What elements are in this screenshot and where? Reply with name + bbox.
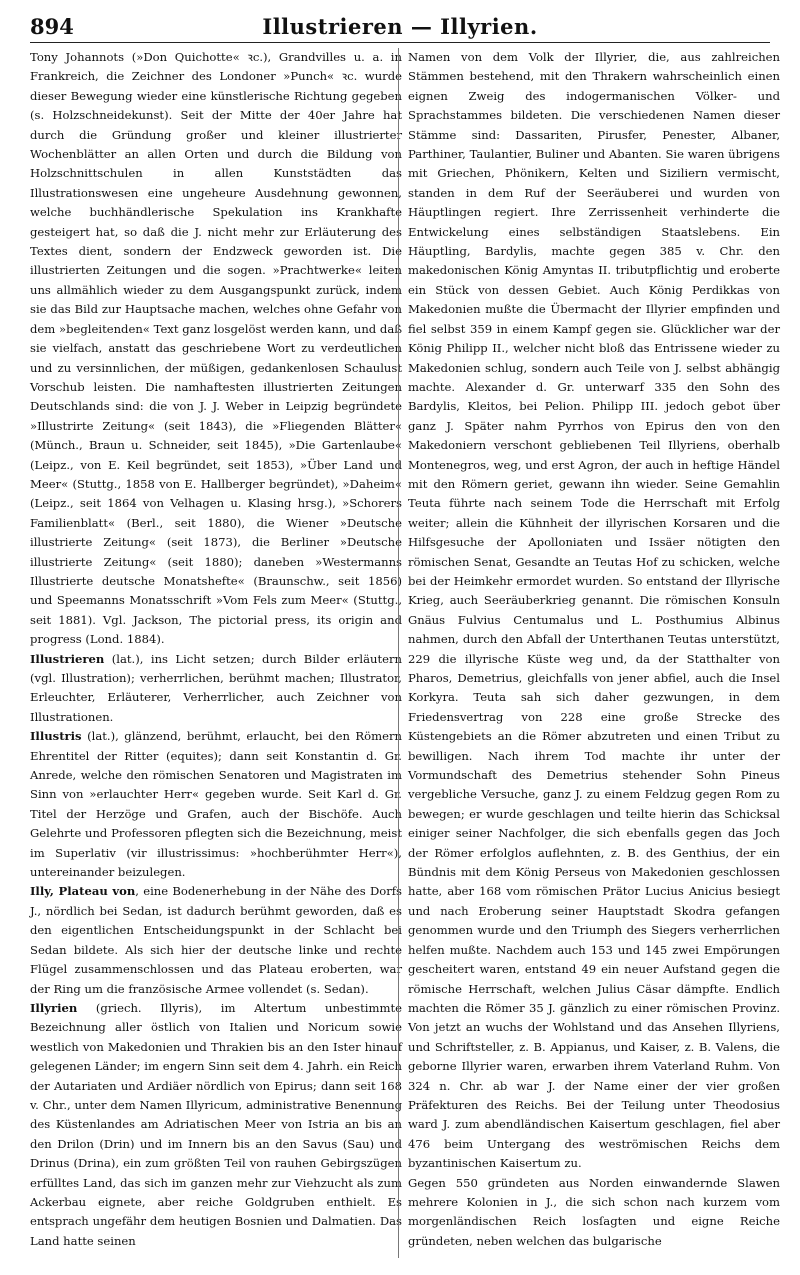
paragraph-text: Namen von dem Volk der Illyrier, die, aus zahlreichen Stämmen bestehend, mit den Thrakern wahrscheinlich einen eignen Zweig des indogermanischen Völker- und Sprachstammes bildeten. Die verschiedenen Namen dieser Stämme sind: Dassariten, Pirusfer, Penester, Albaner, Parthiner, Taulantier, Buliner und Abanten. Sie waren übrigens mit Griechen, Phönikern, Kelten und Siziliern vermischt, standen in dem Ruf der Seeräuberei und wurden von Häuptlingen regiert. Ihre Zerrissenheit verhinderte die Entwickelung eines selbständigen Staatslebens. Ein Häuptling, Bardylis, machte gegen 385 v. Chr. den makedonischen König Amyntas II. tributpflichtig und eroberte ein Stück von dessen Gebiet. Auch König Perdikkas von Makedonien mußte die Übermacht der Illyrier empfinden und fiel selbst 359 in einem Kampf gegen sie. Glücklicher war der König Philipp II., welcher nicht bloß das Entrissene wieder zu Makedonien schlug, sondern auch Teile von J. selbst abhängig machte. Alexander d. Gr. unterwarf 335 den Sohn des Bardylis, Kleitos, bei Pelion. Philipp III. jedoch gebot über ganz J. Später nahm Pyrrhos von Epirus den von den Makedoniern verschont gebliebenen Teil Illyriens, oberhalb Montenegros, weg, und erst Agron, der auch in heftige Händel mit den Römern geriet, gewann ihn wieder. Seine Gemahlin Teuta führte nach seinem Tode die Herrschaft mit Erfolg weiter; allein die Kühnheit der illyrischen Korsaren und die Hilfsgesuche der Apolloniaten und Issäer nötigten den römischen Senat, Gesandte an Teutas Hof zu schicken, welche bei der Heimkehr ermordet wurden. So entstand der Illyrische Krieg, auch Seeräuberkrieg genannt. Die römischen Konsuln Gnäus Fulvius Centumalus und L. Posthumius Albinus nahmen, durch den Abfall der Unterthanen Teutas unterstützt, 229 die illyrische Küste weg und, da der Statthalter von Pharos, Demetrius, gleichfalls von jener abfiel, auch die Insel Korkyra. Teuta sah sich daher gezwungen, in dem Friedensvertrag von 228 eine große Strecke des Küstengebiets an die Römer abzutreten und einen Tribut zu bewilligen. Nach ihrem Tod machte ihr unter der Vormundschaft des Demetrius stehender Sohn Pineus vergebliche Versuche, ganz J. zu einem Feldzug gegen Rom zu bewegen; er wurde geschlagen und teilte hierin das Schicksal einiger seiner Nachfolger, die sich ebenfalls gegen das Joch der Römer erfolglos auflehnten, z. B. des Genthius, der ein Bündnis mit dem König Perseus von Makedonien geschlossen hatte, aber 168 vom römischen Prätor Lucius Anicius besiegt und nach Eroberung seiner Hauptstadt Skodra gefangen genommen wurde und den Triumph des Siegers verherrlichen helfen mußte. Nachdem auch 153 und 145 zwei Empörungen gescheitert waren, entstand 49 ein neuer Aufstand gegen die römische Herrschaft, welchen Julius Cäsar dämpfte. Endlich machten die Römer 35 J. gänzlich zu einer römischen Provinz. Von jetzt an wuchs der Wohlstand und das Ansehen Illyriens, und Schriftsteller, z. B. Appianus, und Kaiser, z. B. Valens, die geborne Illyrier waren, erwarben ihrem Vaterland Ruhm. Von 324 n. Chr. ab war J. der Name einer der vier großen Präfekturen des Reichs. Bei der Teilung unter Theodosius ward J. zum abendländischen Kaisertum geschlagen, fiel aber 476 beim Untergang des weströmischen Reichs dem byzantinischen Kaisertum zu. [408,50,780,1171]
entry-illyrien [30,999,402,1251]
entry-text: (griech. Illyris), im Altertum unbestimmte Bezeichnung aller östlich von Italien und Noricum sowie westlich von Makedonien und Thrakien bis an den Ister hinauf gelegenen Länder; im engern Sinn seit dem 4. Jahrh. ein Reich der Autariaten und Ardiäer nördlich von Epirus; dann seit 168 v. Chr., unter dem Namen Illyricum, administrative Benennung des Küstenlandes am Adriatischen Meer von Istria an bis an den Drilon (Drin) und im Innern bis an den Savus (Sau) und Drinus (Drina), ein zum größten Teil von rauhen Gebirgszügen erfülltes Land, das sich im ganzen mehr zur Viehzucht als zum Ackerbau eignete, aber reiche Goldgruben enthielt. Es entsprach ungefähr dem heutigen Bosnien und Dalmatien. Das Land hatte seinen [30,1000,402,1248]
entry-illy [30,882,402,998]
left-column [30,48,402,1251]
paragraph [30,48,402,650]
paragraph-text: Gegen 550 gründeten aus Norden einwandernde Slawen mehrere Kolonien in J., die sich schon nach kurzem vom morgenländischen Reich losſagten und eigne Reiche gründeten, neben welchen das bulgarische [408,1175,780,1248]
page-header [30,8,770,43]
paragraph-text: Tony Johannots (»Don Quichotte« ꝛc.), Grandvilles u. a. in Frankreich, die Zeichner des Londoner »Punch« ꝛc. wurde dieser Bewegung wieder eine künstlerische Richtung gegeben (s. Holzschneidekunst). Seit der Mitte der 40er Jahre hat durch die Gründung großer und kleiner illustrierter Wochenblätter an allen Orten und durch die Bildung von Holzschnittschulen in allen Kunststädten das Illustrationswesen eine ungeheure Ausdehnung gewonnen, welche buchhändlerische Spekulation ins Krankhafte gesteigert hat, so daß die J. nicht mehr zur Erläuterung des Textes dient, sondern der Endzweck geworden ist. Die illustrierten Zeitungen und die sogen. »Prachtwerke« leiten uns allmählich wieder zu dem Ausgangspunkt zurück, indem sie das Bild zur Hauptsache machen, welches ohne Gefahr von dem »begleitenden« Text ganz losgelöst werden kann, und daß sie vielfach, anstatt das geschriebene Wort zu verdeutlichen und zu versinnlichen, der müßigen, gedankenlosen Schaulust Vorschub leisten. Die namhaftesten illustrierten Zeitungen Deutschlands sind: die von J. J. Weber in Leipzig begründete »Illustrirte Zeitung« (seit 1843), die »Fliegenden Blätter« (Münch., Braun u. Schneider, seit 1845), »Die Gartenlaube« (Leipz., von E. Keil begründet, seit 1853), »Über Land und Meer« (Stuttg., 1858 von E. Hallberger begründet), »Daheim« (Leipz., seit 1864 von Velhagen u. Klasing hrsg.), »Schorers Familienblatt« (Berl., seit 1880), die Wiener »Deutsche illustrierte Zeitung« (seit 1873), die Berliner »Deutsche illustrierte Zeitung« (seit 1880); daneben »Westermanns Illustrierte deutsche Monatshefte« (Braunschw., seit 1856) und Speemanns Monatsschrift »Vom Fels zum Meer« (Stuttg., seit 1881). Vgl. Jackson, The pictorial press, its origin and progress (Lond. 1884). [30,50,402,647]
page-number: 894 [30,14,74,39]
entry-text: , eine Bodenerhebung in der Nähe des Dorfs J., nördlich bei Sedan, ist dadurch berühmt geworden, daß es den eigentlichen Entscheidungspunkt in der Schlacht bei Sedan bildete. Als sich hier der deutsche linke und rechte Flügel zusammenschlossen und das Plateau eroberten, war der Ring um die französische Armee vollendet (s. Sedan). [30,884,402,996]
entry-text: (lat.), glänzend, berühmt, erlaucht, bei den Römern Ehrentitel der Ritter (equites); dann seit Konstantin d. Gr. Anrede, welche den römischen Senatoren und Magistraten im Sinn von »erlauchter Herr« gegeben wurde. Seit Karl d. Gr. Titel der Herzöge und Grafen, auch der Bischöfe. Auch Gelehrte und Professoren pflegten sich die Bezeichnung, meist im Superlativ (vir illustrissimus: »hochberühmter Herr«), untereinander beizulegen. [30,729,402,880]
entry-illustris [30,727,402,882]
paragraph [408,1174,780,1252]
paragraph [408,48,780,1174]
right-column [408,48,780,1251]
entry-lemma: Illyrien [30,1000,78,1015]
entry-lemma: Illy, Plateau von [30,884,136,899]
entry-text: (lat.), ins Licht setzen; durch Bilder erläutern (vgl. Illustration); verherrlichen, berühmt machen; Illustrator, Erleuchter, Erläuterer, Verherrlicher, auch Zeichner von Illustrationen. [30,651,402,724]
column-divider [398,48,399,1258]
entry-lemma: Illustrieren [30,651,105,666]
entry-illustrieren [30,650,402,728]
entry-lemma: Illustris [30,729,82,744]
running-head: Illustrieren — Illyrien. [262,14,538,39]
